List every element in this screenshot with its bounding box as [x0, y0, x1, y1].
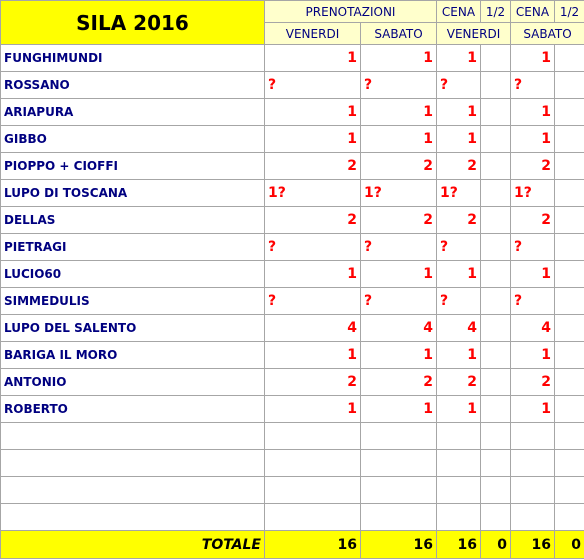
cell-venerdi[interactable]: 1 — [265, 342, 361, 369]
cell-half-sabato[interactable] — [555, 315, 584, 342]
cell-venerdi[interactable]: 1 — [265, 45, 361, 72]
participant-name[interactable]: PIETRAGI — [1, 234, 265, 261]
cell-cena-sabato[interactable]: 2 — [511, 369, 555, 396]
cell-cena-venerdi[interactable]: 1 — [437, 261, 481, 288]
cell-half-sabato[interactable] — [555, 504, 584, 531]
cell-sabato[interactable]: ? — [361, 288, 437, 315]
cell-venerdi[interactable]: 1? — [265, 180, 361, 207]
cell-cena-venerdi[interactable]: ? — [437, 288, 481, 315]
cell-sabato[interactable]: 1 — [361, 396, 437, 423]
total-half-sabato: 0 — [555, 531, 584, 559]
participant-name[interactable]: LUPO DI TOSCANA — [1, 180, 265, 207]
table-row — [1, 396, 584, 423]
cell-sabato[interactable]: 2 — [361, 153, 437, 180]
cell-cena-sabato[interactable]: 1 — [511, 261, 555, 288]
cell-venerdi[interactable]: 2 — [265, 207, 361, 234]
table-row — [1, 72, 584, 99]
cell-half-venerdi[interactable] — [481, 288, 511, 315]
cell-half-sabato[interactable] — [555, 261, 584, 288]
cell-sabato[interactable] — [361, 504, 437, 531]
total-venerdi: 16 — [265, 531, 361, 559]
cell-half-sabato[interactable] — [555, 342, 584, 369]
cell-venerdi[interactable]: ? — [265, 234, 361, 261]
participant-name[interactable] — [1, 504, 265, 531]
cell-venerdi[interactable] — [265, 504, 361, 531]
total-cena-sabato: 16 — [511, 531, 555, 559]
cell-sabato[interactable] — [361, 477, 437, 504]
cell-half-venerdi[interactable] — [481, 315, 511, 342]
cell-cena-venerdi[interactable]: 1 — [437, 126, 481, 153]
participant-name[interactable]: ROBERTO — [1, 396, 265, 423]
cell-cena-venerdi[interactable] — [437, 477, 481, 504]
cell-cena-venerdi[interactable]: ? — [437, 234, 481, 261]
participant-name[interactable]: SIMMEDULIS — [1, 288, 265, 315]
cell-half-venerdi[interactable] — [481, 423, 511, 450]
cell-half-venerdi[interactable] — [481, 261, 511, 288]
cell-half-venerdi[interactable] — [481, 450, 511, 477]
cell-half-venerdi[interactable] — [481, 180, 511, 207]
cell-venerdi[interactable]: 1 — [265, 99, 361, 126]
cell-sabato[interactable]: 1 — [361, 261, 437, 288]
sheet-title: SILA 2016 — [1, 1, 265, 45]
cell-venerdi[interactable]: 2 — [265, 153, 361, 180]
cell-sabato[interactable]: 1 — [361, 126, 437, 153]
cell-venerdi[interactable] — [265, 450, 361, 477]
table-row — [1, 369, 584, 396]
cell-cena-sabato[interactable]: 4 — [511, 315, 555, 342]
cell-sabato[interactable]: 1 — [361, 99, 437, 126]
cell-half-venerdi[interactable] — [481, 153, 511, 180]
cell-half-venerdi[interactable] — [481, 396, 511, 423]
header-sabato-cena: SABATO — [511, 23, 584, 45]
cell-half-venerdi[interactable] — [481, 45, 511, 72]
cell-sabato[interactable] — [361, 423, 437, 450]
participant-name[interactable]: FUNGHIMUNDI — [1, 45, 265, 72]
cell-cena-venerdi[interactable] — [437, 423, 481, 450]
totals-label: TOTALE — [1, 531, 265, 559]
cell-cena-sabato[interactable]: 1 — [511, 342, 555, 369]
cell-cena-venerdi[interactable]: 4 — [437, 315, 481, 342]
cell-half-sabato[interactable] — [555, 126, 584, 153]
table-row — [1, 288, 584, 315]
cell-half-sabato[interactable] — [555, 207, 584, 234]
cell-half-venerdi[interactable] — [481, 342, 511, 369]
cell-half-sabato[interactable] — [555, 477, 584, 504]
cell-cena-sabato[interactable]: 1 — [511, 126, 555, 153]
cell-cena-sabato[interactable]: ? — [511, 234, 555, 261]
cell-sabato[interactable]: 1? — [361, 180, 437, 207]
cell-cena-venerdi[interactable]: 1 — [437, 99, 481, 126]
participant-name[interactable]: LUPO DEL SALENTO — [1, 315, 265, 342]
table-row — [1, 342, 584, 369]
participant-name[interactable]: LUCIO60 — [1, 261, 265, 288]
cell-sabato[interactable]: 1 — [361, 45, 437, 72]
cell-cena-sabato[interactable]: 2 — [511, 207, 555, 234]
participant-name[interactable]: ANTONIO — [1, 369, 265, 396]
cell-cena-sabato[interactable] — [511, 504, 555, 531]
participant-name[interactable]: DELLAS — [1, 207, 265, 234]
cell-cena-venerdi[interactable]: 1 — [437, 396, 481, 423]
cell-sabato[interactable]: ? — [361, 72, 437, 99]
participant-name[interactable]: BARIGA IL MORO — [1, 342, 265, 369]
header-sabato: SABATO — [361, 23, 437, 45]
cell-venerdi[interactable] — [265, 423, 361, 450]
cell-half-venerdi[interactable] — [481, 99, 511, 126]
cell-half-sabato[interactable] — [555, 72, 584, 99]
cell-venerdi[interactable]: 4 — [265, 315, 361, 342]
participant-name[interactable] — [1, 423, 265, 450]
cell-half-sabato[interactable] — [555, 180, 584, 207]
header-prenotazioni: PRENOTAZIONI — [265, 1, 437, 23]
participant-name[interactable]: GIBBO — [1, 126, 265, 153]
cell-sabato[interactable]: 2 — [361, 369, 437, 396]
header-venerdi-cena: VENERDI — [437, 23, 511, 45]
total-cena-venerdi: 16 — [437, 531, 481, 559]
table-row — [1, 180, 584, 207]
participant-name[interactable]: PIOPPO + CIOFFI — [1, 153, 265, 180]
table-row — [1, 45, 584, 72]
cell-cena-venerdi[interactable]: 2 — [437, 369, 481, 396]
cell-half-sabato[interactable] — [555, 234, 584, 261]
cell-cena-sabato[interactable]: 1 — [511, 45, 555, 72]
cell-cena-venerdi[interactable]: ? — [437, 72, 481, 99]
cell-half-sabato[interactable] — [555, 369, 584, 396]
cell-half-sabato[interactable] — [555, 450, 584, 477]
cell-venerdi[interactable]: ? — [265, 72, 361, 99]
participant-name[interactable] — [1, 477, 265, 504]
table-row — [1, 207, 584, 234]
cell-sabato[interactable]: 1 — [361, 342, 437, 369]
cell-cena-venerdi[interactable]: 2 — [437, 207, 481, 234]
table-row — [1, 450, 584, 477]
table-row — [1, 504, 584, 531]
cell-half-sabato[interactable] — [555, 99, 584, 126]
table-row — [1, 261, 584, 288]
cell-cena-sabato[interactable]: 2 — [511, 153, 555, 180]
cell-cena-venerdi[interactable]: 1? — [437, 180, 481, 207]
cell-half-venerdi[interactable] — [481, 369, 511, 396]
cell-half-venerdi[interactable] — [481, 504, 511, 531]
cell-cena-sabato[interactable]: 1 — [511, 396, 555, 423]
cell-cena-sabato[interactable]: 1? — [511, 180, 555, 207]
cell-half-venerdi[interactable] — [481, 126, 511, 153]
cell-cena-venerdi[interactable]: 2 — [437, 153, 481, 180]
cell-sabato[interactable]: 2 — [361, 207, 437, 234]
cell-cena-sabato[interactable]: 1 — [511, 99, 555, 126]
cell-venerdi[interactable] — [265, 477, 361, 504]
table-row — [1, 234, 584, 261]
cell-cena-sabato[interactable] — [511, 450, 555, 477]
cell-cena-sabato[interactable] — [511, 423, 555, 450]
cell-half-sabato[interactable] — [555, 396, 584, 423]
participant-name[interactable]: ROSSANO — [1, 72, 265, 99]
cell-venerdi[interactable]: 1 — [265, 126, 361, 153]
cell-venerdi[interactable]: 1 — [265, 261, 361, 288]
cell-cena-venerdi[interactable]: 1 — [437, 342, 481, 369]
table-row — [1, 423, 584, 450]
cell-cena-sabato[interactable]: ? — [511, 288, 555, 315]
table-row — [1, 99, 584, 126]
header-cena-venerdi: CENA — [437, 1, 481, 23]
header-half-sabato: 1/2 — [555, 1, 584, 23]
header-venerdi: VENERDI — [265, 23, 361, 45]
cell-cena-venerdi[interactable] — [437, 450, 481, 477]
table-row — [1, 315, 584, 342]
total-sabato: 16 — [361, 531, 437, 559]
table-row — [1, 153, 584, 180]
cell-venerdi[interactable]: ? — [265, 288, 361, 315]
cell-cena-sabato[interactable]: ? — [511, 72, 555, 99]
cell-cena-venerdi[interactable]: 1 — [437, 45, 481, 72]
participant-name[interactable]: ARIAPURA — [1, 99, 265, 126]
cell-venerdi[interactable]: 2 — [265, 369, 361, 396]
total-half-venerdi: 0 — [481, 531, 511, 559]
cell-sabato[interactable] — [361, 450, 437, 477]
cell-venerdi[interactable]: 1 — [265, 396, 361, 423]
cell-half-venerdi[interactable] — [481, 207, 511, 234]
cell-half-venerdi[interactable] — [481, 234, 511, 261]
cell-half-venerdi[interactable] — [481, 72, 511, 99]
table-row — [1, 477, 584, 504]
cell-cena-sabato[interactable] — [511, 477, 555, 504]
participant-name[interactable] — [1, 450, 265, 477]
cell-half-sabato[interactable] — [555, 423, 584, 450]
cell-half-sabato[interactable] — [555, 288, 584, 315]
cell-sabato[interactable]: 4 — [361, 315, 437, 342]
cell-sabato[interactable]: ? — [361, 234, 437, 261]
header-half-venerdi: 1/2 — [481, 1, 511, 23]
cell-cena-venerdi[interactable] — [437, 504, 481, 531]
header-cena-sabato: CENA — [511, 1, 555, 23]
cell-half-venerdi[interactable] — [481, 477, 511, 504]
cell-half-sabato[interactable] — [555, 45, 584, 72]
cell-half-sabato[interactable] — [555, 153, 584, 180]
table-row — [1, 126, 584, 153]
